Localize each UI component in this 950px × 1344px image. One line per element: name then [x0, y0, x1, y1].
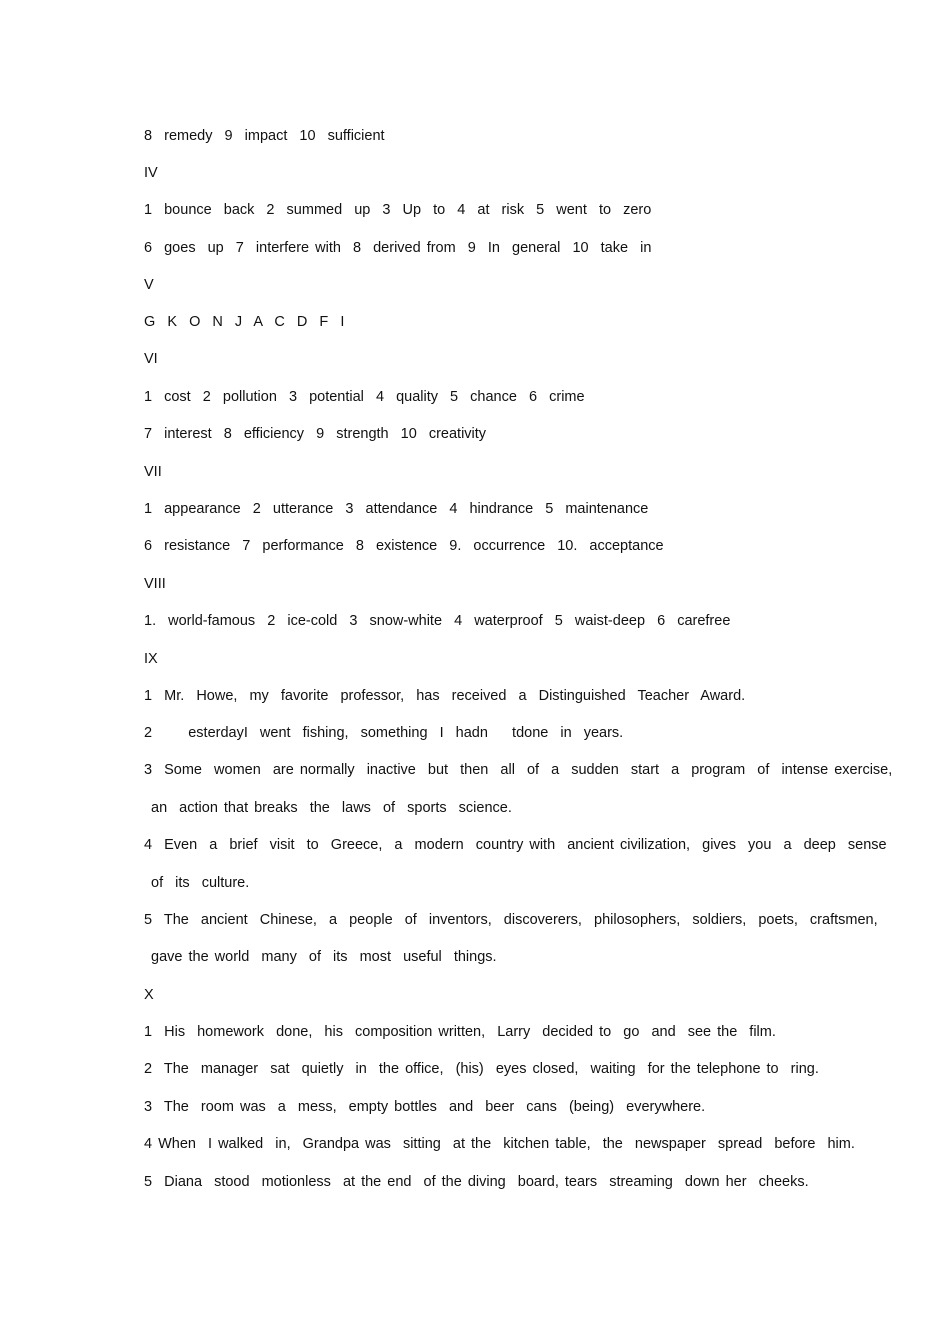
section-heading-vi: VI	[144, 351, 158, 367]
answer-line-x-5: 5 Diana stood motionless at the end of the diving board, tears streaming down her cheeks.	[144, 1174, 809, 1190]
answer-line-ix-4-cont: of its culture.	[151, 875, 250, 891]
answer-line-ix-2: 2 esterdayI went fishing, something I hadn tdone in years.	[144, 725, 624, 741]
answer-line-iv-6-10: 6 goes up 7 interfere with 8 derived from 9 In general 10 take in	[144, 240, 652, 256]
answer-line-ix-5-cont: gave the world many of its most useful things.	[151, 949, 497, 965]
section-heading-v: V	[144, 277, 154, 293]
answer-line-x-3: 3 The room was a mess, empty bottles and beer cans (being) everywhere.	[144, 1099, 706, 1115]
answer-line-vi-7-10: 7 interest 8 efficiency 9 strength 10 creativity	[144, 426, 487, 442]
answer-line-vi-1-6: 1 cost 2 pollution 3 potential 4 quality 5 chance 6 crime	[144, 389, 585, 405]
section-heading-vii: VII	[144, 464, 162, 480]
section-heading-iv: IV	[144, 165, 158, 181]
answer-line-x-4: 4 When I walked in, Grandpa was sitting at the kitchen table, the newspaper spread before him.	[144, 1136, 855, 1152]
answer-line-ix-3-cont: an action that breaks the laws of sports science.	[151, 800, 512, 816]
section-heading-x: X	[144, 987, 154, 1003]
answer-line-iv-1-5: 1 bounce back 2 summed up 3 Up to 4 at risk 5 went to zero	[144, 202, 652, 218]
answer-line-iii-8-10: 8 remedy 9 impact 10 sufficient	[144, 128, 385, 144]
answer-line-ix-4: 4 Even a brief visit to Greece, a modern country with ancient civilization, gives you a deep sense	[144, 837, 887, 853]
answer-line-viii: 1. world-famous 2 ice-cold 3 snow-white 4 waterproof 5 waist-deep 6 carefree	[144, 613, 731, 629]
answer-line-vii-6-10: 6 resistance 7 performance 8 existence 9. occurrence 10. acceptance	[144, 538, 664, 554]
answer-line-v: G K O N J A C D F I	[144, 314, 345, 330]
answer-line-x-1: 1 His homework done, his composition written, Larry decided to go and see the film.	[144, 1024, 776, 1040]
section-heading-ix: IX	[144, 651, 158, 667]
section-heading-viii: VIII	[144, 576, 166, 592]
answer-line-x-2: 2 The manager sat quietly in the office, (his) eyes closed, waiting for the telephone to ring.	[144, 1061, 819, 1077]
answer-line-ix-1: 1 Mr. Howe, my favorite professor, has received a Distinguished Teacher Award.	[144, 688, 746, 704]
answer-line-vii-1-5: 1 appearance 2 utterance 3 attendance 4 hindrance 5 maintenance	[144, 501, 649, 517]
answer-line-ix-3: 3 Some women are normally inactive but then all of a sudden start a program of intense exercise,	[144, 762, 893, 778]
answer-line-ix-5: 5 The ancient Chinese, a people of inventors, discoverers, philosophers, soldiers, poets, craftsmen,	[144, 912, 878, 928]
